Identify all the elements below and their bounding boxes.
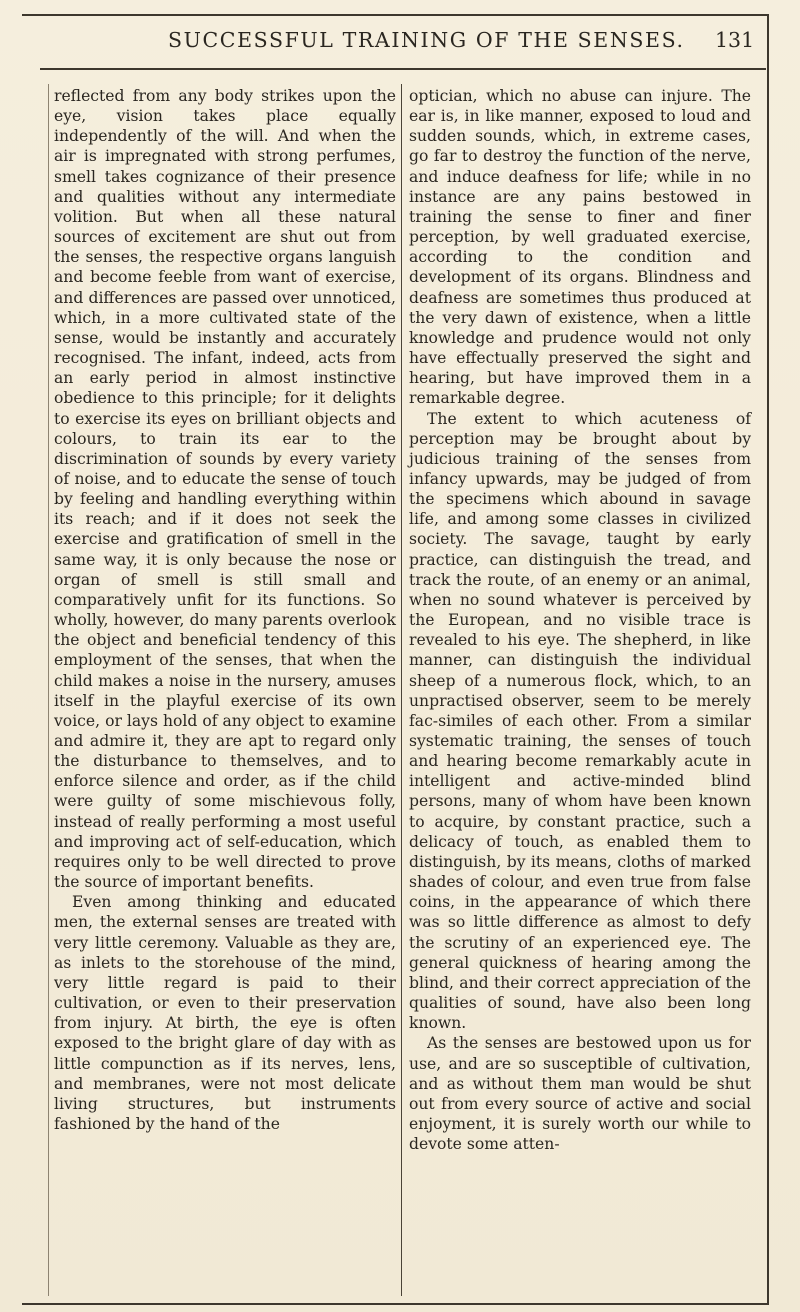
- left-paragraph-2: Even among thinking and educated men, the external senses are treated with very little ceremony. Valuable as they are, as inlets to the storehouse of the mind, very little regard is paid to their cultivation, or even to their preservation from injury. At birth, the eye is often exposed to the bright glare of day with as little compunction as if its nerves, lens, and membranes, were not most delicate living structures, but instruments fashioned by the hand of the: [54, 893, 396, 1133]
- left-column: [54, 86, 396, 1292]
- column-divider: [401, 84, 402, 1296]
- page-number: 131: [715, 28, 755, 52]
- left-paragraph-1: reflected from any body strikes upon the eye, vision takes place equally independently of the will. And when the air is impregnated with strong perfumes, smell takes cognizance of their presence and qualities without any intermediate volition. But when all these natural sources of excitement are shut out from the senses, the respective organs languish and become feeble from want of exercise, and differences are passed over unnoticed, which, in a more cultivated state of the sense, would be instantly and accurately recognised. The infant, indeed, acts from an early period in almost instinctive obedience to this principle; for it delights to exercise its eyes on brilliant objects and colours, to train its ear to the discrimination of sounds by every variety of noise, and to educate the sense of touch by feeling and handling everything within its reach; and if it does not seek the exercise and gratification of smell in the same way, it is only because the nose or organ of smell is still small and comparatively unfit for its functions. So wholly, however, do many parents overlook the object and beneficial tendency of this employment of the senses, that when the child makes a noise in the nursery, amuses itself in the playful exercise of its own voice, or lays hold of any object to examine and admire it, they are apt to regard only the disturbance to themselves, and to enforce silence and order, as if the child were guilty of some mischievous folly, instead of really performing a most useful and improving act of self-education, which requires only to be well directed to prove the source of important benefits.: [54, 87, 396, 892]
- running-title: SUCCESSFUL TRAINING OF THE SENSES.: [168, 28, 685, 52]
- page-border-right: [767, 14, 769, 1304]
- right-column: [409, 86, 751, 1292]
- right-paragraph-2: The extent to which acuteness of perception may be brought about by judicious training of the senses from infancy upwards, may be judged of from the specimens which abound in savage life, and among some classes in civilized society. The savage, taught by early practice, can distinguish the tread, and track the route, of an enemy or an animal, when no sound whatever is perceived by the European, and no visible trace is revealed to his eye. The shepherd, in like manner, can distinguish the individual sheep of a numerous flock, which, to an unpractised observer, seem to be merely fac-similes of each other. From a similar systematic training, the senses of touch and hearing become remarkably acute in intelligent and active-minded blind persons, many of whom have been known to acquire, by constant practice, such a delicacy of touch, as enabled them to distinguish, by its means, cloths of marked shades of colour, and even true from false coins, in the appearance of which there was so little difference as almost to defy the scrutiny of an experienced eye. The general quickness of hearing among the blind, and their correct appreciation of the qualities of sound, have also been long known.: [409, 409, 751, 1033]
- right-paragraph-3: As the senses are bestowed upon us for use, and are so susceptible of cultivation, and as without them man would be shut out from every source of active and social enjoyment, it is surely worth our while to devote some atten-: [409, 1034, 751, 1154]
- running-head: [0, 24, 800, 64]
- left-margin-rule: [48, 84, 49, 1296]
- page-border-top: [22, 14, 767, 16]
- page-border-bottom: [22, 1303, 769, 1305]
- header-rule: [40, 68, 766, 70]
- right-paragraph-1: optician, which no abuse can injure. The ear is, in like manner, exposed to loud and sudden sounds, which, in extreme cases, go far to destroy the function of the nerve, and induce deafness for life; while in no instance are any pains bestowed in training the sense to finer and finer perception, by well graduated exercise, according to the condition and development of its organs. Blindness and deafness are sometimes thus produced at the very dawn of existence, when a little knowledge and prudence would not only have effectually preserved the sight and hearing, but have improved them in a remarkable degree.: [409, 87, 751, 408]
